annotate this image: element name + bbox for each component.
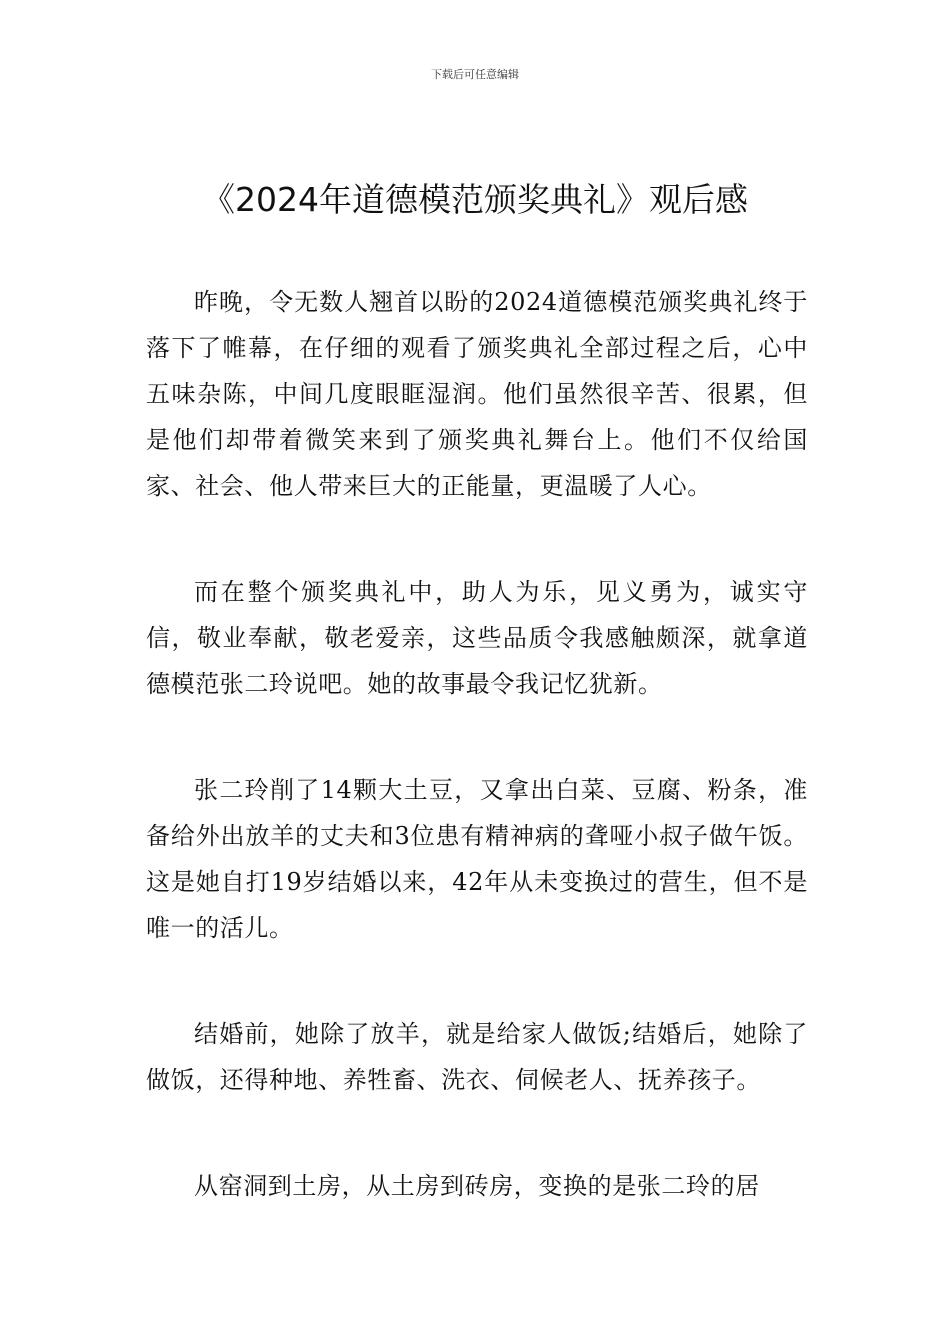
header-note: 下载后可任意编辑 [431,68,519,81]
paragraph-2: 而在整个颁奖典礼中，助人为乐，见义勇为，诚实守信，敬业奉献，敬老爱亲，这些品质令我感触颇深，就拿道德模范张二玲说吧。她的故事最令我记忆犹新。 [146,578,808,698]
document-title: 《2024年道德模范颁奖典礼》观后感 [202,180,748,219]
paragraph-4: 结婚前，她除了放羊，就是给家人做饭;结婚后，她除了做饭，还得种地、养牲畜、洗衣、伺候老人、抚养孩子。 [146,1020,808,1094]
paragraph-1: 昨晚，令无数人翘首以盼的2024道德模范颁奖典礼终于落下了帷幕，在仔细的观看了颁奖典礼全部过程之后，心中五味杂陈，中间几度眼眶湿润。他们虽然很辛苦、很累，但是他们却带着微笑来到了颁奖典礼舞台上。他们不仅给国家、社会、他人带来巨大的正能量，更温暖了人心。 [146,288,808,500]
paragraph-5: 从窑洞到土房，从土房到砖房，变换的是张二玲的居 [194,1172,760,1200]
document-body [146,279,808,1269]
paragraph-3: 张二玲削了14颗大土豆，又拿出白菜、豆腐、粉条，准备给外出放羊的丈夫和3位患有精神病的聋哑小叔子做午饭。这是她自打19岁结婚以来，42年从未变换过的营生，但不是唯一的活儿。 [146,776,808,942]
